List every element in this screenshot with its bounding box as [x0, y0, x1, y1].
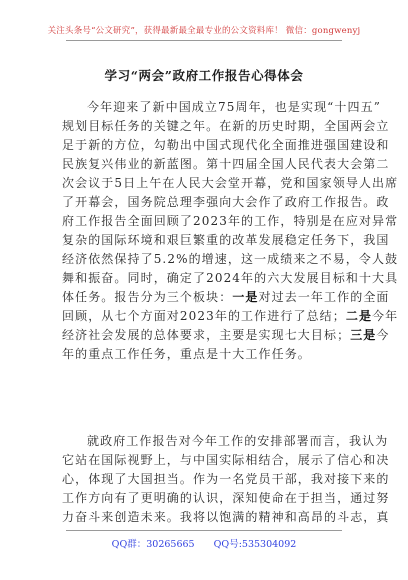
- text-segment: 今年: [372, 309, 399, 323]
- text-segment: 经济社会发展的总体要求，主要是实现七大目标；: [62, 328, 351, 342]
- text-line: 今年迎来了新中国成立75周年，也是实现“十四五”: [87, 100, 381, 114]
- paragraph-2: [62, 432, 390, 527]
- footer: [0, 536, 408, 550]
- text-line: [62, 307, 399, 326]
- text-segment: 回顾，从七个方面对2023年的工作进行了总结；: [62, 309, 346, 323]
- text-line: 复杂的国际环境和艰巨繁重的改革发展稳定任务下，我国: [62, 233, 390, 247]
- text-line: 规划目标任务的关键之年。在新的历史时期，全国两会立: [62, 119, 390, 133]
- footer-divider: [66, 530, 342, 531]
- text-segment: 今: [376, 328, 390, 342]
- paragraph-1: [62, 98, 399, 364]
- text-line: 经济依然保持了5.2%的增速，这一成绩来之不易，令人鼓: [62, 252, 399, 266]
- text-line: 民族复兴伟业的新蓝图。第十四届全国人民代表大会第二: [62, 157, 390, 171]
- text-line: 它站在国际视野上，与中国实际相结合，展示了信心和决: [62, 453, 390, 467]
- emphasis-third: 三是: [350, 328, 377, 342]
- text-line: 就政府工作报告对今年工作的安排部署而言，我认为: [87, 434, 389, 448]
- text-segment: 体任务。报告分为三个板块：: [62, 290, 233, 304]
- text-line: 心，体现了大国担当。作为一名党员干部，我对接下来的: [62, 472, 390, 486]
- text-line: 舞和振奋。同时，确定了2024年的六大发展目标和十大具: [62, 271, 399, 285]
- qq-group-label: QQ群：30265665: [111, 539, 195, 550]
- header-divider: [66, 40, 342, 41]
- emphasis-first: 一是: [232, 290, 259, 304]
- text-segment: 对过去一年工作的全面: [258, 290, 390, 304]
- text-line: 年的重点工作任务，重点是十大工作任务。: [62, 347, 311, 361]
- text-line: 足于新的方位，勾勒出中国式现代化全面推进强国建设和: [62, 138, 390, 152]
- text-line: 了开幕会，国务院总理李强向大会作了政府工作报告。政: [62, 195, 390, 209]
- qq-number-label: QQ号:535304092: [213, 539, 297, 550]
- text-line: [62, 288, 390, 307]
- text-line: 力奋斗来创造未来。我将以饱满的精神和高昂的斗志，真: [62, 510, 390, 524]
- text-line: 工作方向有了更明确的认识，深知使命在于担当，通过努: [62, 491, 390, 505]
- text-line: 次会议于5日上午在人民大会堂开幕，党和国家领导人出席: [62, 176, 399, 190]
- emphasis-second: 二是: [345, 309, 373, 323]
- document-title: 学习“两会”政府工作报告心得体会: [104, 68, 304, 83]
- text-line: [62, 326, 390, 345]
- top-banner: 关注头条号“公文研究”，获得最新最全最专业的公文资料库！ 微信：gongwenyj: [47, 26, 361, 36]
- text-line: 府工作报告全面回顾了2023年的工作，特别是在应对异常: [62, 214, 399, 228]
